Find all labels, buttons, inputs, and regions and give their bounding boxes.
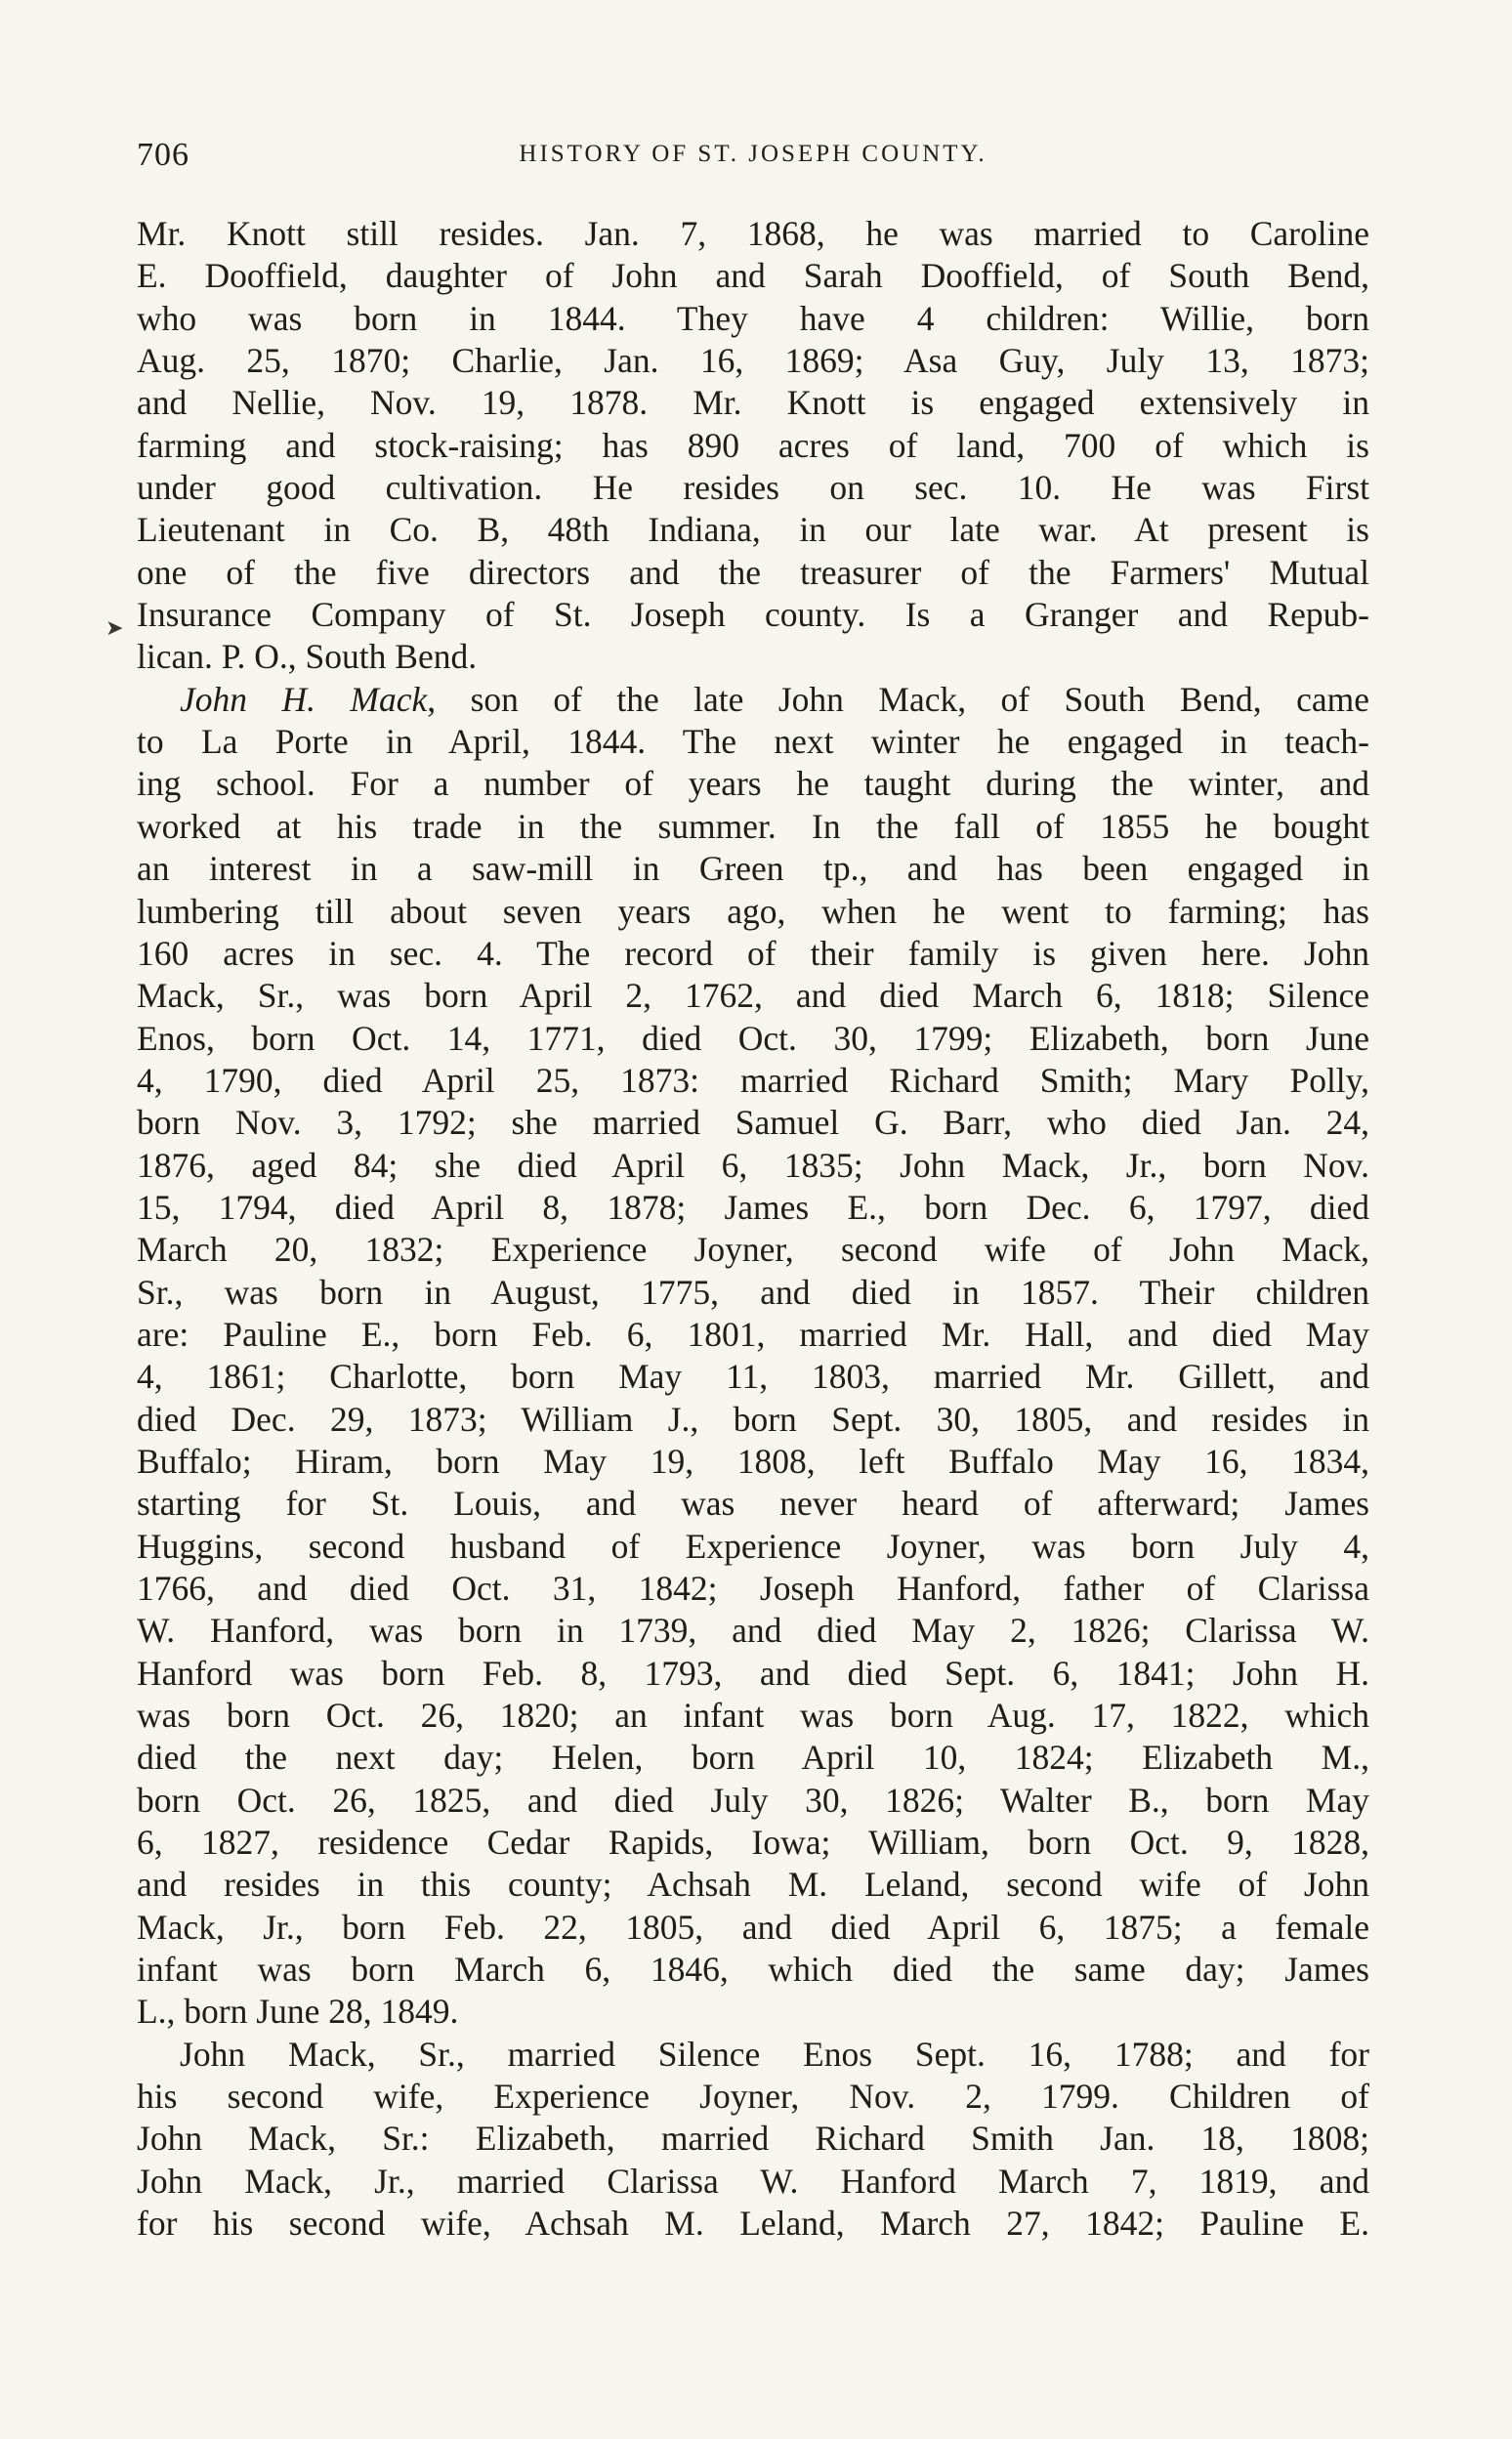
line-text: died the next day; Helen, born April 10, 1824; Elizabeth M., bbox=[137, 1738, 1369, 1778]
line-text: 1766, and died Oct. 31, 1842; Joseph Hanford, father of Clarissa bbox=[137, 1569, 1369, 1608]
text-line bbox=[137, 679, 1369, 721]
line-text: Insurance Company of St. Joseph county. Is a Granger and Repub- bbox=[137, 595, 1369, 635]
page-number: 706 bbox=[137, 137, 189, 173]
line-text: Huggins, second husband of Experience Joyner, was born July 4, bbox=[137, 1526, 1369, 1566]
text-line bbox=[137, 1568, 1369, 1610]
margin-mark-icon: ➤ bbox=[105, 615, 124, 640]
text-line bbox=[137, 509, 1369, 551]
line-text: 4, 1861; Charlotte, born May 11, 1803, married Mr. Gillett, and bbox=[137, 1357, 1369, 1397]
line-text: W. Hanford, was born in 1739, and died May 2, 1826; Clarissa W. bbox=[137, 1611, 1369, 1651]
text-line bbox=[137, 382, 1369, 424]
text-line bbox=[137, 1864, 1369, 1906]
line-text: 1876, aged 84; she died April 6, 1835; John Mack, Jr., born Nov. bbox=[137, 1145, 1369, 1185]
line-text: infant was born March 6, 1846, which died the same day; James bbox=[137, 1950, 1369, 1990]
line-text: 4, 1790, died April 25, 1873: married Richard Smith; Mary Polly, bbox=[137, 1060, 1369, 1100]
text-line bbox=[137, 1780, 1369, 1822]
line-text: Mack, Jr., born Feb. 22, 1805, and died April 6, 1875; a female bbox=[137, 1907, 1369, 1947]
text-line bbox=[137, 255, 1369, 297]
text-line bbox=[137, 552, 1369, 594]
line-text: under good cultivation. He resides on sec. 10. He was First bbox=[137, 468, 1369, 508]
line-text: lumbering till about seven years ago, when he went to farming; has bbox=[137, 891, 1369, 931]
text-line bbox=[137, 1399, 1369, 1441]
text-line bbox=[137, 1737, 1369, 1779]
line-text: Buffalo; Hiram, born May 19, 1808, left Buffalo May 16, 1834, bbox=[137, 1441, 1369, 1481]
text-line bbox=[137, 891, 1369, 933]
person-name: John H. Mack bbox=[180, 679, 428, 719]
text-line bbox=[137, 425, 1369, 467]
text-line bbox=[137, 1441, 1369, 1483]
text-line bbox=[137, 213, 1369, 255]
line-text: Hanford was born Feb. 8, 1793, and died Sept. 6, 1841; John H. bbox=[137, 1653, 1369, 1693]
text-line bbox=[137, 1653, 1369, 1695]
line-text: Enos, born Oct. 14, 1771, died Oct. 30, 1799; Elizabeth, born June bbox=[137, 1018, 1369, 1058]
running-title: HISTORY OF ST. JOSEPH COUNTY. bbox=[519, 141, 987, 167]
line-text: 15, 1794, died April 8, 1878; James E., born Dec. 6, 1797, died bbox=[137, 1187, 1369, 1227]
line-text: 6, 1827, residence Cedar Rapids, Iowa; William, born Oct. 9, 1828, bbox=[137, 1823, 1369, 1863]
text-line bbox=[137, 721, 1369, 763]
text-line bbox=[137, 467, 1369, 509]
text-line bbox=[137, 1314, 1369, 1356]
line-text: his second wife, Experience Joyner, Nov. 2, 1799. Children of bbox=[137, 2077, 1369, 2117]
body-text bbox=[137, 213, 1369, 2246]
line-text: worked at his trade in the summer. In the fall of 1855 he bought bbox=[137, 806, 1369, 846]
text-line bbox=[137, 1102, 1369, 1144]
text-line bbox=[137, 1822, 1369, 1864]
text-line bbox=[137, 1187, 1369, 1229]
line-text: for his second wife, Achsah M. Leland, March 27, 1842; Pauline E. bbox=[137, 2204, 1369, 2244]
line-text: Aug. 25, 1870; Charlie, Jan. 16, 1869; Asa Guy, July 13, 1873; bbox=[137, 341, 1369, 381]
text-line bbox=[137, 2076, 1369, 2118]
line-text: to La Porte in April, 1844. The next winter he engaged in teach- bbox=[137, 722, 1369, 762]
text-line bbox=[137, 848, 1369, 890]
text-line bbox=[137, 975, 1369, 1017]
text-line bbox=[137, 636, 1369, 678]
text-line bbox=[137, 1695, 1369, 1737]
text-line bbox=[137, 1483, 1369, 1525]
line-text: Mr. Knott still resides. Jan. 7, 1868, he was married to Caroline bbox=[137, 214, 1369, 253]
text-line bbox=[137, 1907, 1369, 1949]
text-line bbox=[137, 594, 1369, 636]
line-text: E. Dooffield, daughter of John and Sarah Dooffield, of South Bend, bbox=[137, 256, 1369, 296]
line-text: was born Oct. 26, 1820; an infant was born Aug. 17, 1822, which bbox=[137, 1696, 1369, 1736]
line-text: born Oct. 26, 1825, and died July 30, 1826; Walter B., born May bbox=[137, 1780, 1369, 1820]
text-line bbox=[137, 2034, 1369, 2076]
line-text: L., born June 28, 1849. bbox=[137, 1992, 459, 2032]
line-text: 160 acres in sec. 4. The record of their family is given here. John bbox=[137, 933, 1369, 973]
line-text: one of the five directors and the treasurer of the Farmers' Mutual bbox=[137, 552, 1369, 592]
text-line bbox=[137, 806, 1369, 848]
page-header bbox=[137, 137, 1369, 186]
text-line bbox=[137, 1060, 1369, 1102]
line-text: John Mack, Sr.: Elizabeth, married Richard Smith Jan. 18, 1808; bbox=[137, 2119, 1369, 2159]
line-text: who was born in 1844. They have 4 children: Willie, born bbox=[137, 298, 1369, 338]
line-text: Mack, Sr., was born April 2, 1762, and died March 6, 1818; Silence bbox=[137, 976, 1369, 1016]
line-text: died Dec. 29, 1873; William J., born Sept. 30, 1805, and resides in bbox=[137, 1399, 1369, 1439]
line-text: John Mack, Jr., married Clarissa W. Hanford March 7, 1819, and bbox=[137, 2161, 1369, 2201]
line-text: and Nellie, Nov. 19, 1878. Mr. Knott is engaged extensively in bbox=[137, 383, 1369, 423]
text-line bbox=[137, 1991, 1369, 2033]
text-line bbox=[137, 1229, 1369, 1271]
line-text: and resides in this county; Achsah M. Leland, second wife of John bbox=[137, 1865, 1369, 1905]
line-text: lican. P. O., South Bend. bbox=[137, 637, 478, 677]
line-text: born Nov. 3, 1792; she married Samuel G. Barr, who died Jan. 24, bbox=[137, 1103, 1369, 1143]
text-line bbox=[137, 933, 1369, 975]
line-text: Lieutenant in Co. B, 48th Indiana, in our late war. At present is bbox=[137, 510, 1369, 550]
text-line bbox=[137, 1949, 1369, 1991]
line-text: farming and stock-raising; has 890 acres of land, 700 of which is bbox=[137, 425, 1369, 465]
text-line bbox=[137, 1610, 1369, 1652]
line-text: ing school. For a number of years he taught during the winter, and bbox=[137, 764, 1369, 804]
line-text: , son of the late John Mack, of South Bend, came bbox=[427, 679, 1369, 719]
line-text: Sr., was born in August, 1775, and died in 1857. Their children bbox=[137, 1272, 1369, 1312]
text-line bbox=[137, 763, 1369, 805]
text-line bbox=[137, 1356, 1369, 1398]
line-text: an interest in a saw-mill in Green tp., and has been engaged in bbox=[137, 849, 1369, 889]
text-line bbox=[137, 1272, 1369, 1314]
text-line bbox=[137, 2203, 1369, 2245]
line-text: March 20, 1832; Experience Joyner, second wife of John Mack, bbox=[137, 1230, 1369, 1270]
text-line bbox=[137, 340, 1369, 382]
line-text: starting for St. Louis, and was never heard of afterward; James bbox=[137, 1484, 1369, 1524]
text-line bbox=[137, 298, 1369, 340]
text-line bbox=[137, 1526, 1369, 1568]
line-text: John Mack, Sr., married Silence Enos Sept. 16, 1788; and for bbox=[180, 2034, 1369, 2074]
text-line bbox=[137, 2161, 1369, 2203]
text-line bbox=[137, 1018, 1369, 1060]
line-text: are: Pauline E., born Feb. 6, 1801, married Mr. Hall, and died May bbox=[137, 1314, 1369, 1354]
text-line bbox=[137, 1145, 1369, 1187]
text-line bbox=[137, 2118, 1369, 2160]
